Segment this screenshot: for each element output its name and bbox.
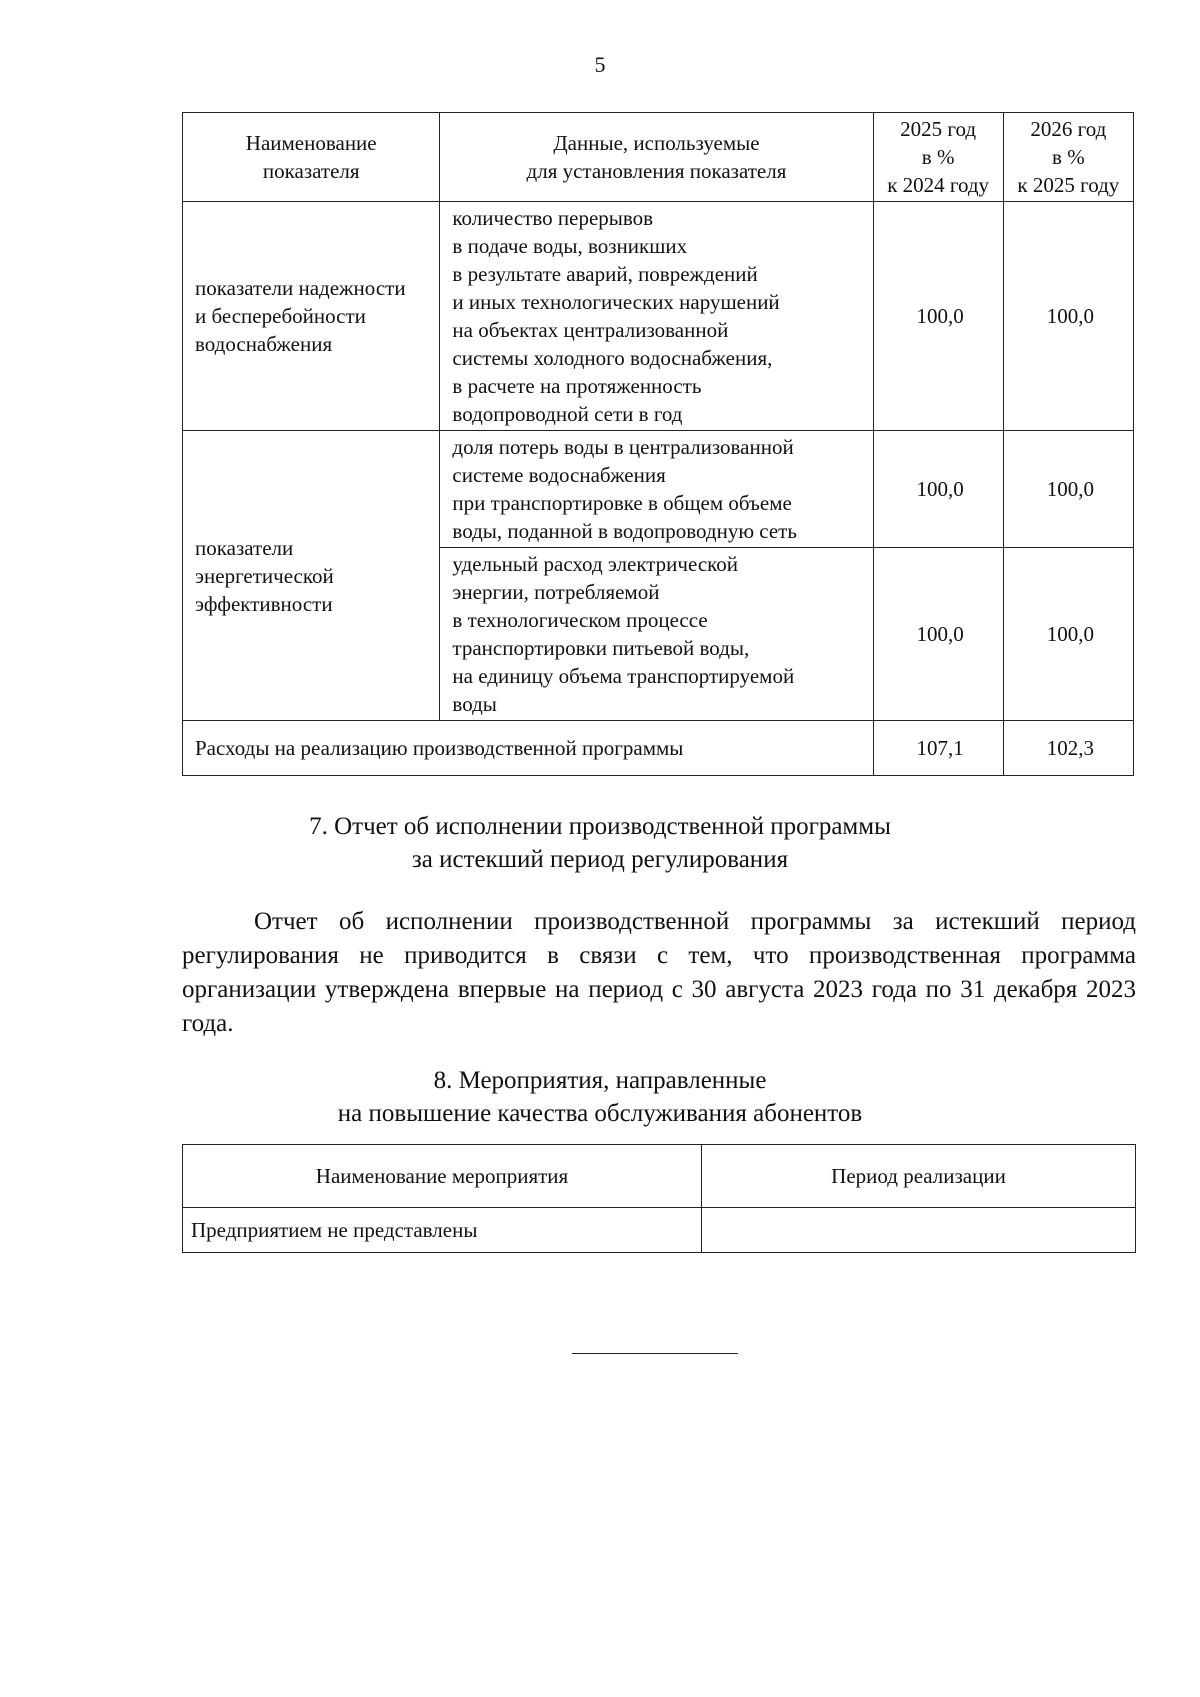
header-line: показателя	[262, 159, 360, 183]
cell-line: системы холодного водоснабжения,	[452, 346, 773, 370]
header-line: к 2025 году	[1017, 173, 1120, 197]
cell-line: показатели надежности	[195, 276, 406, 300]
total-label: Расходы на реализацию производственной программы	[183, 721, 874, 776]
header-line: Наименование	[245, 131, 377, 155]
cell-line: энергии, потребляемой	[452, 580, 660, 604]
water-loss-2025-value: 100,0	[873, 431, 1003, 548]
cell-line: на объектах централизованной	[452, 318, 729, 342]
cell-line: эффективности	[195, 591, 333, 616]
cell-line: в расчете на протяженность	[452, 374, 702, 398]
heading-line: 7. Отчет об исполнении производственной программы	[309, 813, 891, 840]
cell-line: и бесперебойности	[195, 304, 366, 328]
header-line: для установления показателя	[526, 159, 787, 183]
cell-line: удельный расход электрической	[452, 552, 739, 576]
energy-indicator-name	[183, 431, 440, 721]
header-line: к 2024 году	[887, 173, 990, 197]
heading-line: на повышение качества обслуживания абонентов	[337, 1100, 863, 1127]
heading-line: 8. Мероприятия, направленные	[433, 1067, 767, 1094]
reliability-indicator-name	[183, 202, 440, 431]
cell-line: в технологическом процессе	[452, 608, 708, 632]
section-7-heading	[0, 810, 1200, 876]
header-line: в %	[921, 145, 955, 169]
cell-line: доля потерь воды в централизованной	[452, 435, 794, 459]
table-row	[183, 202, 1134, 431]
table-total-row	[183, 721, 1134, 776]
cell-line: и иных технологических нарушений	[452, 290, 780, 314]
total-2025-value: 107,1	[873, 721, 1003, 776]
header-data-used	[440, 113, 873, 202]
end-rule	[572, 1353, 738, 1354]
cell-line: количество перерывов	[452, 206, 654, 230]
header-line: 2026 год	[1030, 117, 1107, 141]
header-line: в %	[1052, 145, 1085, 169]
cell-line: водоснабжения	[195, 332, 333, 356]
electricity-data	[440, 548, 873, 721]
table-row	[183, 1208, 1136, 1253]
cell-line: системе водоснабжения	[452, 463, 666, 487]
table-header-row	[183, 113, 1134, 202]
cell-line: на единицу объема транспортируемой	[452, 664, 795, 688]
page-number: 5	[594, 52, 606, 77]
electricity-2025-value: 100,0	[873, 548, 1003, 721]
cell-line: водопроводной сети в год	[452, 402, 683, 426]
header-line: 2025 год	[900, 117, 977, 141]
cell-line: показатели	[195, 535, 294, 560]
header-2025	[873, 113, 1003, 202]
indicators-table	[182, 112, 1134, 776]
period-cell	[702, 1208, 1136, 1253]
cell-line: транспортировки питьевой воды,	[452, 636, 750, 660]
reliability-2026-value: 100,0	[1003, 202, 1133, 431]
header-indicator-name	[183, 113, 440, 202]
table-header-row	[183, 1145, 1136, 1208]
cell-line: воды, поданной в водопроводную сеть	[452, 519, 797, 543]
reliability-data	[440, 202, 873, 431]
heading-line: за истекший период регулирования	[411, 846, 789, 873]
electricity-2026-value: 100,0	[1003, 548, 1133, 721]
section-8-heading	[0, 1064, 1200, 1130]
total-2026-value: 102,3	[1003, 721, 1133, 776]
cell-line: энергетической	[195, 563, 334, 588]
cell-line: в подаче воды, возникших	[452, 234, 688, 258]
header-period: Период реализации	[702, 1145, 1136, 1208]
header-measure-name: Наименование мероприятия	[183, 1145, 702, 1208]
measures-table	[182, 1144, 1136, 1253]
cell-line: при транспортировке в общем объеме	[452, 491, 792, 515]
header-2026	[1003, 113, 1133, 202]
reliability-2025-value: 100,0	[873, 202, 1003, 431]
section-7-text: Отчет об исполнении производственной программы за истекший период регулирования не приводится в связи с тем, что производственная программа организации утверждена впервые на период с 30 августа 2023 года по 31 декабря 2023 года.	[182, 908, 1136, 1037]
table-row	[183, 431, 1134, 548]
cell-line: в результате аварий, повреждений	[452, 262, 758, 286]
header-line: Данные, используемые	[553, 131, 760, 155]
water-loss-data	[440, 431, 873, 548]
cell-line: воды	[452, 692, 497, 716]
measure-name-cell: Предприятием не представлены	[183, 1208, 702, 1253]
water-loss-2026-value: 100,0	[1003, 431, 1133, 548]
